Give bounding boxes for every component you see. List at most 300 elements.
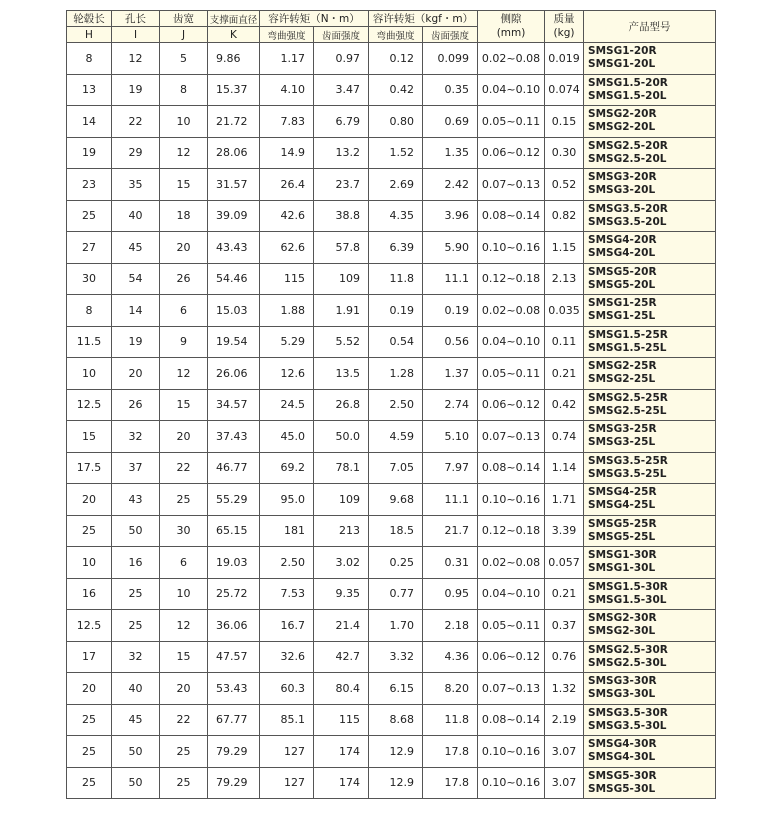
cell-hub-length: 25 [67,200,112,232]
cell-bending-kgf: 0.80 [369,106,423,138]
model-right-hand: SMSG1.5-25R [588,328,668,341]
cell-bending-kgf: 1.52 [369,137,423,169]
cell-support-diameter: 55.29 [208,484,260,516]
cell-bending-kgf: 6.15 [369,673,423,705]
cell-support-diameter: 54.46 [208,263,260,295]
cell-bore-length: 54 [112,263,160,295]
cell-surface-nm: 26.8 [314,389,369,421]
cell-support-diameter: 9.86 [208,43,260,75]
cell-model [584,263,716,295]
cell-surface-nm: 42.7 [314,641,369,673]
cell-bending-nm: 7.53 [260,578,314,610]
cell-model [584,200,716,232]
header-torque-nm: 容许转矩（N・m） [260,11,369,27]
cell-bore-length: 29 [112,137,160,169]
cell-bore-length: 26 [112,389,160,421]
cell-mass: 2.13 [545,263,584,295]
cell-face-width: 25 [160,484,208,516]
model-left-hand: SMSG4-30L [588,751,656,764]
header-torque-kgfm: 容许转矩（kgf・m） [369,11,478,27]
cell-surface-kgf: 17.8 [423,736,478,768]
cell-support-diameter: 26.06 [208,358,260,390]
cell-hub-length: 15 [67,421,112,453]
cell-face-width: 10 [160,578,208,610]
cell-support-diameter: 39.09 [208,200,260,232]
cell-bore-length: 12 [112,43,160,75]
cell-face-width: 22 [160,452,208,484]
table-row [67,169,716,201]
cell-support-diameter: 31.57 [208,169,260,201]
cell-surface-kgf: 2.18 [423,610,478,642]
cell-surface-kgf: 5.90 [423,232,478,264]
cell-support-diameter: 34.57 [208,389,260,421]
cell-bore-length: 37 [112,452,160,484]
model-right-hand: SMSG2.5-30R [588,643,668,656]
cell-bore-length: 22 [112,106,160,138]
header-backlash-label: 侧隙 [500,13,522,26]
cell-surface-nm: 78.1 [314,452,369,484]
cell-model [584,452,716,484]
cell-backlash: 0.05~0.11 [478,358,545,390]
cell-support-diameter: 43.43 [208,232,260,264]
cell-surface-nm: 115 [314,704,369,736]
model-right-hand: SMSG1-20R [588,45,657,58]
cell-model [584,232,716,264]
cell-bending-nm: 1.88 [260,295,314,327]
cell-bore-length: 20 [112,358,160,390]
cell-bending-kgf: 0.42 [369,74,423,106]
cell-bore-length: 45 [112,704,160,736]
cell-bending-kgf: 6.39 [369,232,423,264]
cell-surface-nm: 213 [314,515,369,547]
cell-surface-nm: 6.79 [314,106,369,138]
header-backlash [478,11,545,43]
cell-bending-kgf: 9.68 [369,484,423,516]
cell-backlash: 0.02~0.08 [478,547,545,579]
cell-model [584,736,716,768]
cell-bending-kgf: 7.05 [369,452,423,484]
cell-support-diameter: 21.72 [208,106,260,138]
cell-hub-length: 12.5 [67,389,112,421]
cell-mass: 0.21 [545,358,584,390]
cell-face-width: 20 [160,421,208,453]
cell-backlash: 0.02~0.08 [478,295,545,327]
cell-surface-nm: 109 [314,484,369,516]
model-right-hand: SMSG4-20R [588,234,657,247]
cell-mass: 0.74 [545,421,584,453]
cell-backlash: 0.08~0.14 [478,200,545,232]
cell-bore-length: 50 [112,736,160,768]
model-left-hand: SMSG3-20L [588,184,656,197]
model-right-hand: SMSG3-25R [588,423,657,436]
model-left-hand: SMSG3.5-20L [588,215,667,228]
cell-model [584,169,716,201]
cell-bore-length: 50 [112,767,160,799]
cell-support-diameter: 19.03 [208,547,260,579]
model-right-hand: SMSG3-30R [588,675,657,688]
cell-surface-nm: 9.35 [314,578,369,610]
model-right-hand: SMSG3.5-30R [588,706,668,719]
cell-face-width: 22 [160,704,208,736]
cell-surface-kgf: 2.42 [423,169,478,201]
cell-surface-kgf: 3.96 [423,200,478,232]
cell-hub-length: 25 [67,736,112,768]
cell-bending-nm: 12.6 [260,358,314,390]
table-row [67,74,716,106]
cell-model [584,704,716,736]
cell-face-width: 15 [160,389,208,421]
cell-hub-length: 17.5 [67,452,112,484]
model-right-hand: SMSG2.5-20R [588,139,668,152]
model-left-hand: SMSG1.5-30L [588,593,667,606]
cell-surface-nm: 109 [314,263,369,295]
cell-bending-kgf: 4.35 [369,200,423,232]
table-row [67,137,716,169]
model-right-hand: SMSG1.5-20R [588,76,668,89]
cell-surface-kgf: 17.8 [423,767,478,799]
cell-bore-length: 16 [112,547,160,579]
cell-surface-nm: 174 [314,736,369,768]
cell-bending-kgf: 2.69 [369,169,423,201]
cell-bending-nm: 45.0 [260,421,314,453]
header-bending-nm: 弯曲强度 [260,27,314,43]
table-row [67,200,716,232]
cell-surface-nm: 50.0 [314,421,369,453]
cell-mass: 1.32 [545,673,584,705]
cell-hub-length: 14 [67,106,112,138]
model-right-hand: SMSG2.5-25R [588,391,668,404]
cell-backlash: 0.04~0.10 [478,74,545,106]
model-right-hand: SMSG2-25R [588,360,657,373]
cell-hub-length: 11.5 [67,326,112,358]
cell-mass: 0.82 [545,200,584,232]
model-right-hand: SMSG3.5-20R [588,202,668,215]
cell-face-width: 6 [160,547,208,579]
model-right-hand: SMSG5-20R [588,265,657,278]
table-row [67,295,716,327]
cell-surface-kgf: 2.74 [423,389,478,421]
cell-face-width: 12 [160,610,208,642]
model-right-hand: SMSG2-20R [588,108,657,121]
cell-backlash: 0.06~0.12 [478,641,545,673]
cell-bore-length: 19 [112,326,160,358]
cell-backlash: 0.10~0.16 [478,232,545,264]
cell-bending-kgf: 0.25 [369,547,423,579]
cell-surface-kgf: 11.1 [423,484,478,516]
model-left-hand: SMSG2.5-20L [588,152,667,165]
cell-bore-length: 50 [112,515,160,547]
cell-backlash: 0.07~0.13 [478,421,545,453]
cell-backlash: 0.08~0.14 [478,452,545,484]
header-model: 产品型号 [584,11,716,43]
cell-mass: 0.019 [545,43,584,75]
cell-surface-kgf: 11.1 [423,263,478,295]
header-mass-label: 质量 [553,13,575,26]
cell-support-diameter: 28.06 [208,137,260,169]
cell-mass: 0.035 [545,295,584,327]
cell-surface-kgf: 21.7 [423,515,478,547]
model-left-hand: SMSG1-30L [588,562,656,575]
model-right-hand: SMSG3.5-25R [588,454,668,467]
model-left-hand: SMSG3.5-30L [588,719,667,732]
cell-face-width: 15 [160,169,208,201]
model-left-hand: SMSG4-20L [588,247,656,260]
model-left-hand: SMSG3-30L [588,688,656,701]
cell-surface-nm: 21.4 [314,610,369,642]
cell-surface-kgf: 0.31 [423,547,478,579]
cell-hub-length: 10 [67,358,112,390]
cell-surface-kgf: 4.36 [423,641,478,673]
header-face-width: 齿宽 [160,11,208,27]
model-left-hand: SMSG1.5-20L [588,89,667,102]
cell-bending-kgf: 0.12 [369,43,423,75]
table-row [67,641,716,673]
table-row [67,43,716,75]
cell-bending-nm: 5.29 [260,326,314,358]
model-left-hand: SMSG3-25L [588,436,656,449]
cell-surface-nm: 57.8 [314,232,369,264]
cell-hub-length: 20 [67,673,112,705]
header-sym-j: J [160,27,208,43]
cell-model [584,295,716,327]
cell-face-width: 8 [160,74,208,106]
cell-mass: 0.074 [545,74,584,106]
cell-bending-kgf: 4.59 [369,421,423,453]
cell-hub-length: 17 [67,641,112,673]
cell-model [584,43,716,75]
cell-bending-nm: 16.7 [260,610,314,642]
model-left-hand: SMSG5-25L [588,530,656,543]
model-right-hand: SMSG1.5-30R [588,580,668,593]
table-row [67,452,716,484]
cell-surface-nm: 174 [314,767,369,799]
cell-face-width: 30 [160,515,208,547]
cell-surface-nm: 0.97 [314,43,369,75]
cell-hub-length: 8 [67,43,112,75]
cell-bore-length: 35 [112,169,160,201]
cell-face-width: 20 [160,673,208,705]
cell-hub-length: 10 [67,547,112,579]
cell-surface-nm: 3.02 [314,547,369,579]
cell-surface-kgf: 0.35 [423,74,478,106]
cell-backlash: 0.10~0.16 [478,484,545,516]
cell-bending-nm: 24.5 [260,389,314,421]
cell-bending-kgf: 1.70 [369,610,423,642]
cell-support-diameter: 79.29 [208,736,260,768]
table-row [67,263,716,295]
cell-face-width: 5 [160,43,208,75]
cell-backlash: 0.05~0.11 [478,610,545,642]
cell-bending-nm: 69.2 [260,452,314,484]
cell-surface-kgf: 5.10 [423,421,478,453]
table-row [67,610,716,642]
table-row [67,515,716,547]
model-left-hand: SMSG3.5-25L [588,467,667,480]
table-row [67,736,716,768]
header-backlash-unit: (mm) [496,26,526,39]
cell-bending-nm: 62.6 [260,232,314,264]
model-right-hand: SMSG2-30R [588,612,657,625]
model-right-hand: SMSG3-20R [588,171,657,184]
model-left-hand: SMSG2-20L [588,121,656,134]
cell-bending-kgf: 0.77 [369,578,423,610]
cell-bending-kgf: 3.32 [369,641,423,673]
cell-backlash: 0.10~0.16 [478,767,545,799]
table-row [67,232,716,264]
cell-surface-nm: 13.5 [314,358,369,390]
cell-hub-length: 25 [67,767,112,799]
cell-support-diameter: 79.29 [208,767,260,799]
cell-support-diameter: 47.57 [208,641,260,673]
model-right-hand: SMSG5-25R [588,517,657,530]
cell-mass: 1.71 [545,484,584,516]
cell-hub-length: 13 [67,74,112,106]
header-surface-kgf: 齿面强度 [423,27,478,43]
cell-mass: 3.07 [545,767,584,799]
header-surface-nm: 齿面强度 [314,27,369,43]
table-row [67,326,716,358]
cell-backlash: 0.04~0.10 [478,578,545,610]
cell-model [584,137,716,169]
cell-face-width: 25 [160,767,208,799]
spec-table [66,10,716,799]
cell-mass: 3.39 [545,515,584,547]
cell-surface-kgf: 0.56 [423,326,478,358]
cell-support-diameter: 46.77 [208,452,260,484]
cell-bore-length: 40 [112,200,160,232]
cell-bore-length: 19 [112,74,160,106]
cell-mass: 0.76 [545,641,584,673]
model-left-hand: SMSG1-25L [588,310,656,323]
header-hub-length: 轮毂长 [67,11,112,27]
cell-bending-nm: 4.10 [260,74,314,106]
table-body [67,43,716,799]
cell-bending-nm: 95.0 [260,484,314,516]
model-right-hand: SMSG5-30R [588,769,657,782]
header-sym-k: K [208,27,260,43]
cell-surface-kgf: 1.37 [423,358,478,390]
table-row [67,358,716,390]
cell-model [584,421,716,453]
model-left-hand: SMSG1-20L [588,58,656,71]
cell-bore-length: 14 [112,295,160,327]
model-right-hand: SMSG4-25R [588,486,657,499]
header-mass-unit: (kg) [553,26,575,39]
cell-mass: 0.15 [545,106,584,138]
cell-backlash: 0.12~0.18 [478,515,545,547]
cell-support-diameter: 25.72 [208,578,260,610]
cell-backlash: 0.10~0.16 [478,736,545,768]
cell-face-width: 9 [160,326,208,358]
cell-model [584,767,716,799]
cell-backlash: 0.02~0.08 [478,43,545,75]
table-row [67,578,716,610]
cell-support-diameter: 67.77 [208,704,260,736]
cell-surface-kgf: 8.20 [423,673,478,705]
header-support-diameter: 支撑面直径 [208,11,260,27]
cell-bending-nm: 14.9 [260,137,314,169]
cell-backlash: 0.04~0.10 [478,326,545,358]
cell-surface-kgf: 1.35 [423,137,478,169]
cell-surface-kgf: 0.19 [423,295,478,327]
cell-surface-nm: 80.4 [314,673,369,705]
cell-mass: 0.11 [545,326,584,358]
table-row [67,106,716,138]
header-sym-h: H [67,27,112,43]
cell-mass: 0.42 [545,389,584,421]
model-left-hand: SMSG2.5-30L [588,656,667,669]
cell-bore-length: 25 [112,578,160,610]
cell-support-diameter: 36.06 [208,610,260,642]
cell-support-diameter: 65.15 [208,515,260,547]
cell-bending-nm: 127 [260,736,314,768]
cell-bending-kgf: 0.19 [369,295,423,327]
cell-surface-nm: 13.2 [314,137,369,169]
cell-support-diameter: 19.54 [208,326,260,358]
cell-face-width: 15 [160,641,208,673]
model-left-hand: SMSG5-20L [588,278,656,291]
header-sym-i: I [112,27,160,43]
cell-mass: 1.15 [545,232,584,264]
table-row [67,704,716,736]
cell-mass: 0.21 [545,578,584,610]
model-right-hand: SMSG1-30R [588,549,657,562]
cell-bore-length: 32 [112,641,160,673]
cell-surface-nm: 1.91 [314,295,369,327]
cell-mass: 1.14 [545,452,584,484]
header-bending-kgf: 弯曲强度 [369,27,423,43]
cell-bending-kgf: 8.68 [369,704,423,736]
cell-bending-kgf: 11.8 [369,263,423,295]
cell-hub-length: 20 [67,484,112,516]
cell-hub-length: 12.5 [67,610,112,642]
cell-bending-kgf: 0.54 [369,326,423,358]
model-left-hand: SMSG2-30L [588,625,656,638]
cell-bending-kgf: 2.50 [369,389,423,421]
cell-model [584,358,716,390]
table-row [67,484,716,516]
table-row [67,767,716,799]
cell-bending-nm: 2.50 [260,547,314,579]
cell-hub-length: 8 [67,295,112,327]
cell-model [584,641,716,673]
model-left-hand: SMSG1.5-25L [588,341,667,354]
model-right-hand: SMSG1-25R [588,297,657,310]
cell-model [584,74,716,106]
table-row [67,389,716,421]
cell-bore-length: 40 [112,673,160,705]
cell-hub-length: 16 [67,578,112,610]
cell-hub-length: 27 [67,232,112,264]
cell-face-width: 18 [160,200,208,232]
cell-backlash: 0.07~0.13 [478,673,545,705]
cell-bending-nm: 1.17 [260,43,314,75]
cell-bending-nm: 127 [260,767,314,799]
cell-face-width: 12 [160,358,208,390]
cell-hub-length: 23 [67,169,112,201]
cell-surface-kgf: 11.8 [423,704,478,736]
cell-bending-nm: 85.1 [260,704,314,736]
cell-model [584,106,716,138]
cell-hub-length: 19 [67,137,112,169]
cell-model [584,578,716,610]
header-mass [545,11,584,43]
cell-model [584,515,716,547]
cell-model [584,610,716,642]
cell-surface-kgf: 0.69 [423,106,478,138]
cell-surface-nm: 38.8 [314,200,369,232]
cell-face-width: 12 [160,137,208,169]
